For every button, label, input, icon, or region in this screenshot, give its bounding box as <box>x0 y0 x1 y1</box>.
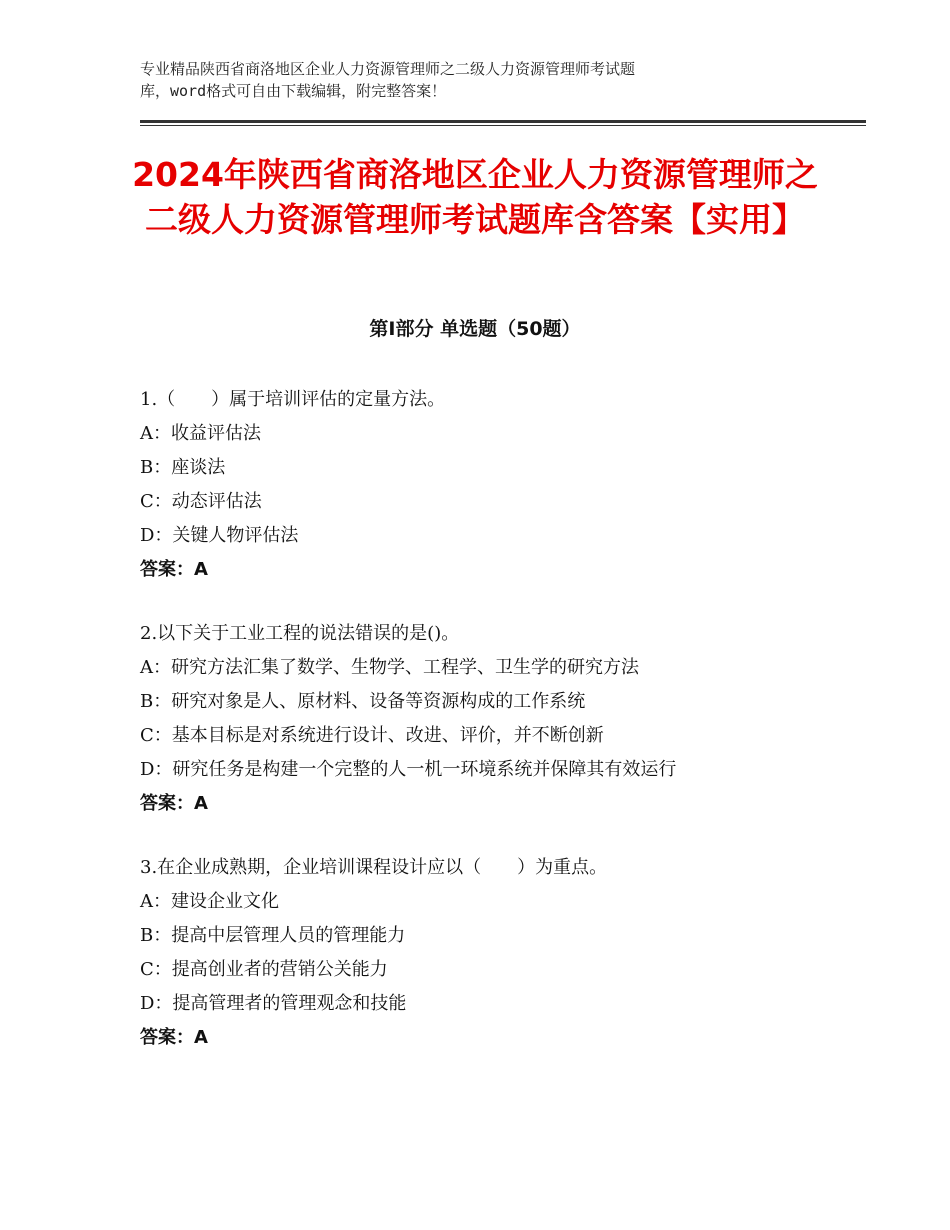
question-list <box>140 383 860 1085</box>
question-stem: 3.在企业成熟期，企业培训课程设计应以（ ）为重点。 <box>140 857 608 878</box>
answer: 答案：A <box>140 1027 208 1048</box>
question-2 <box>140 617 860 821</box>
question-1 <box>140 383 860 587</box>
question-3 <box>140 851 860 1055</box>
option-b: B：研究对象是人、原材料、设备等资源构成的工作系统 <box>140 691 586 712</box>
answer: 答案：A <box>140 559 208 580</box>
option-a: A：研究方法汇集了数学、生物学、工程学、卫生学的研究方法 <box>140 657 639 678</box>
question-stem: 1.（ ）属于培训评估的定量方法。 <box>140 389 446 410</box>
option-b: B：提高中层管理人员的管理能力 <box>140 925 406 946</box>
option-c: C：提高创业者的营销公关能力 <box>140 959 388 980</box>
header-rule-thick <box>140 120 866 123</box>
header-rule-thin <box>140 125 866 126</box>
option-a: A：收益评估法 <box>140 423 261 444</box>
section-title: 第Ⅰ部分 单选题（50题） <box>369 318 581 340</box>
document-title: 2024年陕西省商洛地区企业人力资源管理师之二级人力资源管理师考试题库含答案【实用】 <box>132 155 818 239</box>
question-stem: 2.以下关于工业工程的说法错误的是()。 <box>140 623 460 644</box>
option-b: B：座谈法 <box>140 457 226 478</box>
option-d: D：关键人物评估法 <box>140 525 299 546</box>
header-note <box>140 58 790 102</box>
option-d: D：提高管理者的管理观念和技能 <box>140 993 407 1014</box>
option-d: D：研究任务是构建一个完整的人一机一环境系统并保障其有效运行 <box>140 759 677 780</box>
header-note-line-1: 专业精品陕西省商洛地区企业人力资源管理师之二级人力资源管理师考试题 <box>140 60 636 78</box>
option-a: A：建设企业文化 <box>140 891 279 912</box>
answer: 答案：A <box>140 793 208 814</box>
option-c: C：基本目标是对系统进行设计、改进、评价，并不断创新 <box>140 725 604 746</box>
option-c: C：动态评估法 <box>140 491 262 512</box>
header-note-line-2: 库，word格式可自由下载编辑，附完整答案！ <box>140 82 447 100</box>
